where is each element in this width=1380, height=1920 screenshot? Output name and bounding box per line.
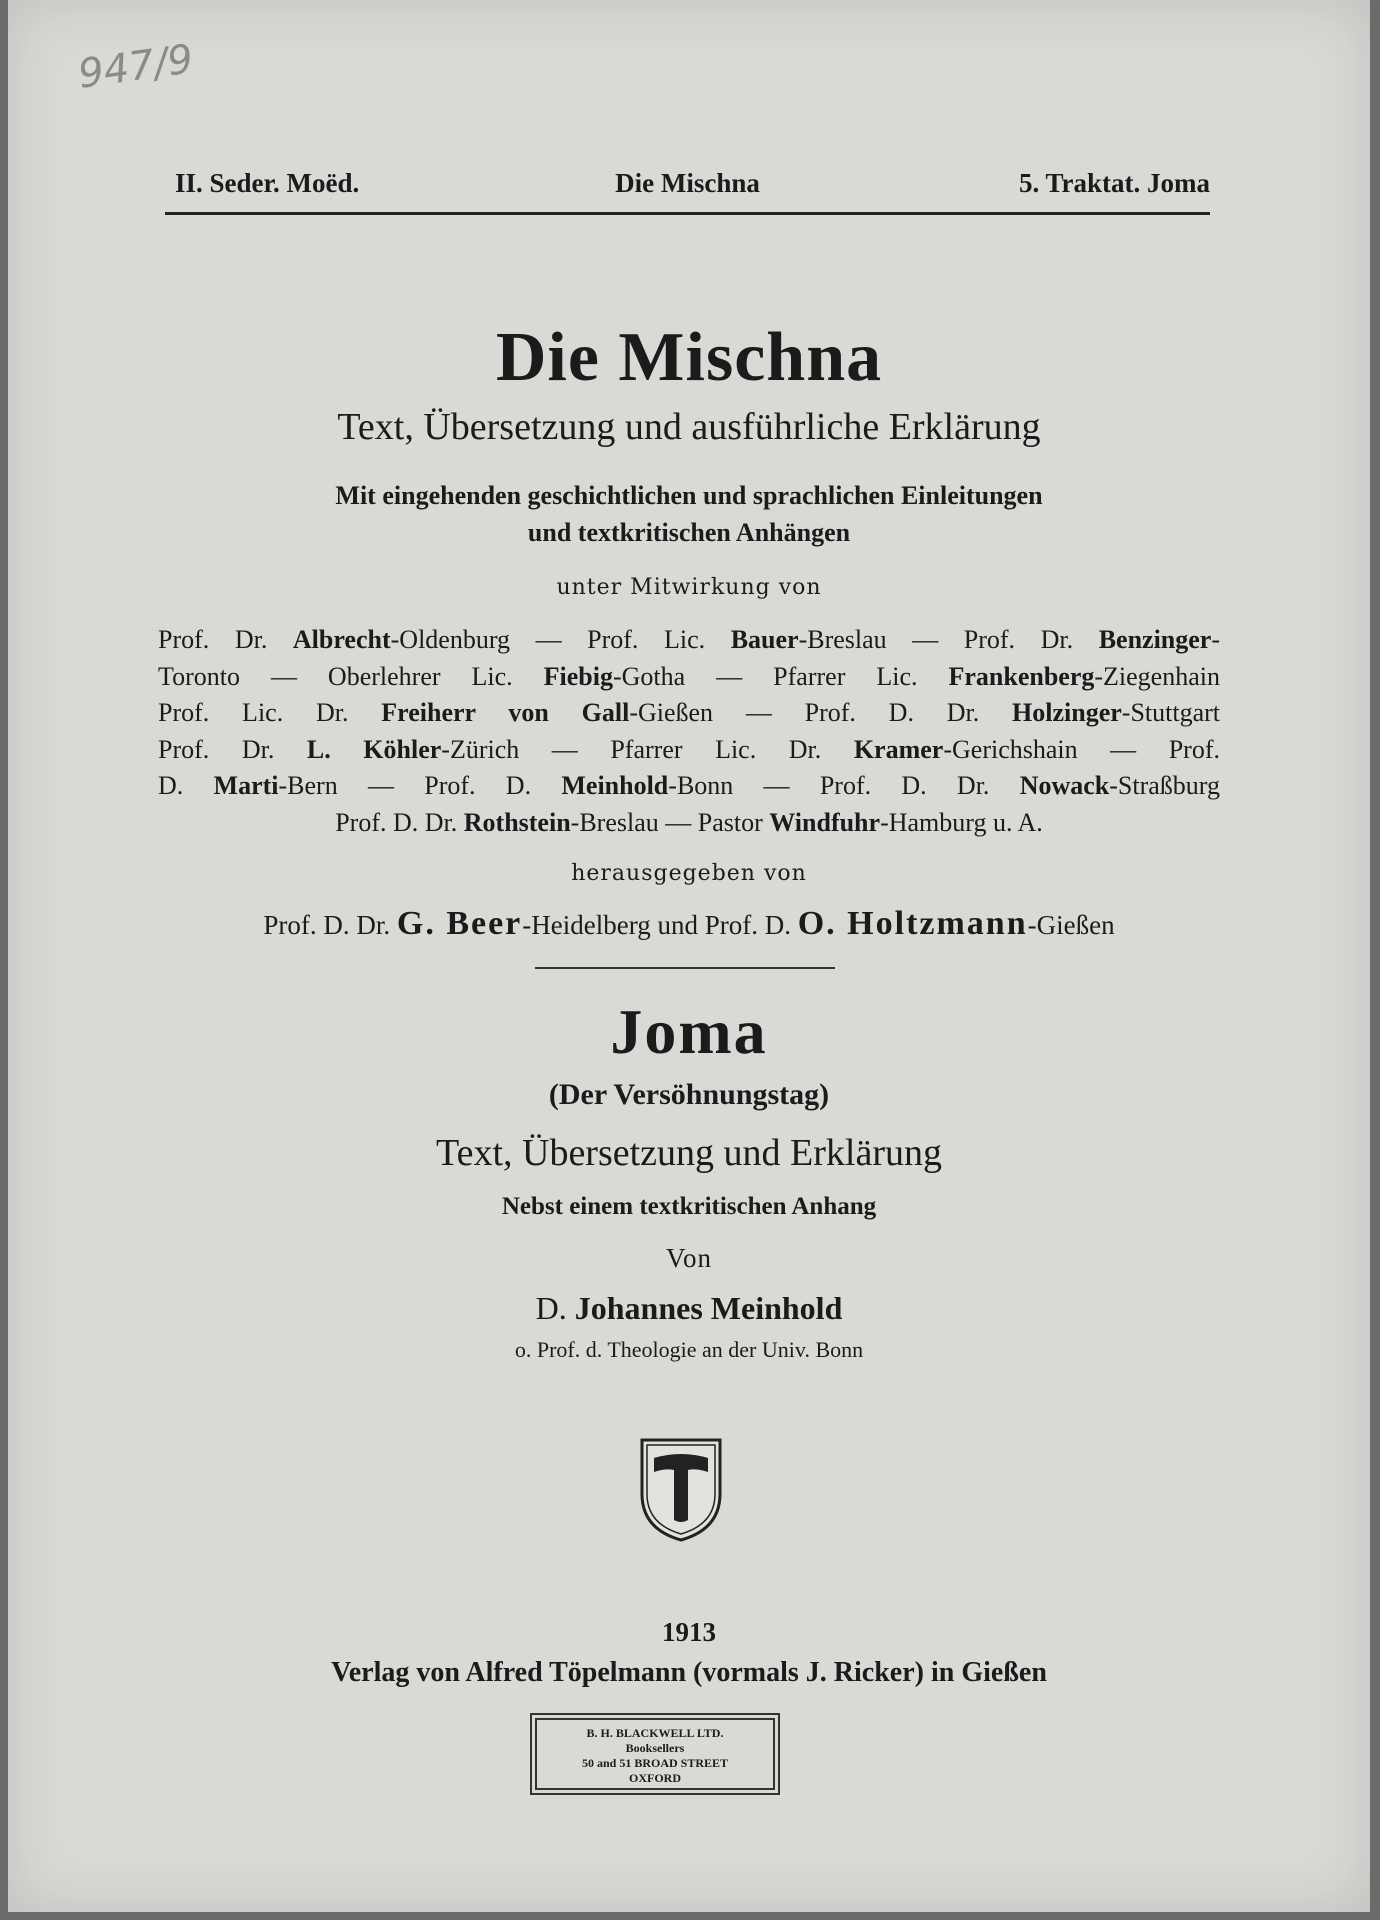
bookseller-stamp [535, 1718, 775, 1790]
contributor-text: Prof. Lic. Dr. [158, 698, 382, 727]
author-title: o. Prof. d. Theologie an der Univ. Bonn [514, 1337, 864, 1362]
tractate-title: Joma [610, 996, 768, 1067]
contributor-text: Prof. Dr. [158, 734, 307, 764]
contributor-text: -Gotha — Pfarrer Lic. [613, 661, 949, 691]
editors-line [158, 905, 1220, 943]
editor-name-1: G. Beer [396, 905, 523, 942]
contributor-text: -Stuttgart [1121, 698, 1221, 727]
contributor-name: Bauer [730, 625, 799, 654]
contributor-name: Frankenberg [948, 661, 1095, 691]
contributor-text: -Ziegenhain [1094, 661, 1220, 691]
contributor-line [158, 768, 1220, 805]
contributors-list [158, 622, 1220, 841]
pencil-note: 947/9 [75, 36, 196, 98]
editor-mid: -Heidelberg und Prof. D. [522, 910, 798, 940]
contributor-name: Meinhold [561, 771, 669, 800]
header-center: Die Mischna [615, 168, 760, 198]
contributor-text: -Zürich — Pfarrer Lic. Dr. [441, 734, 854, 764]
stamp-line-1: B. H. BLACKWELL LTD. [586, 1726, 724, 1740]
contributor-name: Rothstein [463, 807, 571, 837]
publication-year: 1913 [662, 1617, 716, 1647]
contributor-text: -Straßburg [1109, 771, 1220, 800]
contributor-name: Fiebig [543, 661, 613, 691]
contributor-text: -Breslau — Prof. Dr. [798, 625, 1099, 654]
mitwirkung-label: unter Mitwirkung von [556, 575, 822, 600]
contributor-text: Prof. D. Dr. [335, 807, 464, 837]
contributor-text: -Bern — Prof. D. [278, 771, 562, 800]
tau-cross-shield-icon [636, 1434, 726, 1544]
tractate-appendix-note: Nebst einem textkritischen Anhang [501, 1193, 877, 1220]
running-header [165, 168, 1210, 215]
stamp-line-2: Booksellers [625, 1741, 685, 1755]
contributor-name: Freiherr von Gall [381, 698, 630, 727]
editor-suffix: -Gießen [1027, 910, 1115, 940]
divider [535, 967, 835, 969]
page-subtitle: Text, Übersetzung und ausführliche Erklärung [337, 406, 1041, 448]
contributor-text: D. [158, 771, 214, 800]
contributor-line [158, 659, 1220, 696]
contributor-text: -Gießen — Prof. D. Dr. [629, 698, 1013, 727]
contributor-name: Marti [213, 771, 279, 800]
editor-name-2: O. Holtzmann [797, 905, 1028, 942]
contributor-text: Prof. Dr. [158, 625, 293, 654]
contributor-line [158, 695, 1220, 732]
page-title: Die Mischna [495, 319, 883, 396]
stamp-line-4: OXFORD [629, 1771, 681, 1785]
contributor-name: Albrecht [292, 625, 391, 654]
header-left: II. Seder. Moëd. [175, 168, 360, 198]
contributor-name: Benzinger [1098, 625, 1212, 654]
contributor-text: -Breslau — Pastor [570, 807, 770, 837]
herausgegeben-label: herausgegeben von [571, 861, 807, 886]
subtitle-bold-2: und textkritischen Anhängen [527, 518, 851, 547]
contributor-name: Windfuhr [769, 807, 881, 837]
tractate-text: Text, Übersetzung und Erklärung [436, 1132, 942, 1174]
von-label: Von [665, 1243, 713, 1273]
publisher-line: Verlag von Alfred Töpelmann (vormals J. Ricker) in Gießen [331, 1657, 1047, 1688]
header-right: 5. Traktat. Joma [1019, 168, 1210, 198]
contributor-name: Holzinger [1012, 698, 1122, 727]
contributor-text: - [1211, 625, 1221, 654]
contributor-line [158, 622, 1220, 659]
stamp-line-3: 50 and 51 BROAD STREET [581, 1756, 729, 1770]
contributor-text: -Gerichshain — Prof. [943, 734, 1221, 764]
contributor-name: Nowack [1019, 771, 1110, 800]
editor-prefix-1: Prof. D. Dr. [263, 910, 397, 940]
contributor-text: -Hamburg u. A. [880, 807, 1043, 837]
contributor-text: Toronto — Oberlehrer Lic. [158, 661, 544, 691]
contributor-name: L. Köhler [306, 734, 442, 764]
contributor-line [158, 805, 1220, 842]
author-name: Johannes Meinhold [574, 1290, 843, 1326]
contributor-text: -Bonn — Prof. D. Dr. [668, 771, 1020, 800]
tractate-subtitle: (Der Versöhnungstag) [548, 1078, 830, 1111]
title-page [8, 0, 1370, 1912]
contributor-text: -Oldenburg — Prof. Lic. [390, 625, 731, 654]
author-prefix: D. [535, 1290, 575, 1326]
contributor-line [158, 732, 1220, 769]
contributor-name: Kramer [853, 734, 944, 764]
subtitle-bold-1: Mit eingehenden geschichtlichen und sprachlichen Einleitungen [335, 481, 1043, 510]
author-line [158, 1290, 1220, 1327]
